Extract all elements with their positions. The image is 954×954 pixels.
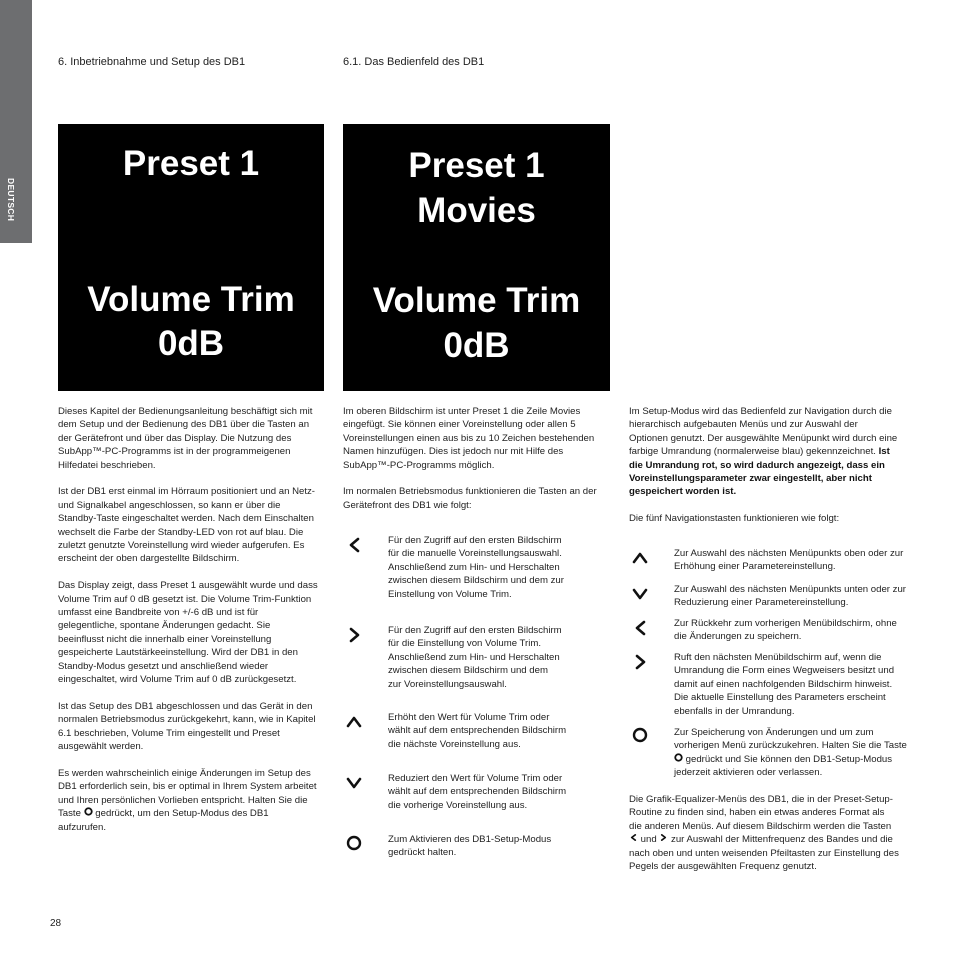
key-description: Für den Zugriff auf den ersten Bildschirm für die Einstellung von Volume Trim. Anschließend zum Hin- und Herschalten zwischen diesem Bildschirm und dem zur Voreinstellungsauswahl.	[388, 625, 562, 690]
normal-mode-key-list	[343, 534, 613, 864]
screen-line-name: Movies	[417, 191, 536, 230]
screen-line-value: 0dB	[443, 326, 510, 365]
language-tab-label: DEUTSCH	[6, 178, 16, 222]
paragraph: Die fünf Navigationstasten funktionieren wie folgt:	[629, 513, 840, 525]
screen-line-volume-trim: Volume Trim	[372, 281, 581, 320]
display-screen-preset-named	[343, 124, 610, 391]
key-description: Reduziert den Wert für Volume Trim oder wählt auf dem entsprechenden Bildschirm die vorherige Voreinstellung aus.	[388, 773, 567, 811]
down-chevron-icon	[629, 583, 651, 605]
page-number: 28	[50, 918, 62, 929]
language-tab	[0, 0, 32, 243]
screen-line-preset: Preset 1	[122, 144, 260, 183]
paragraph: Das Display zeigt, dass Preset 1 ausgewählt wurde und dass Volume Trim auf 0 dB gesetzt ist. Die Volume Trim-Funktion umfasst eine Bandbreite von +/-6 dB und ist für gelegentliche, spontane Änderungen gedacht. Sie beeinflusst nicht die innerhalb einer Voreinstellung gespeicherte Lautstärkeeinstellung. Wird der DB1 in den Standby-Modus gesetzt und anschließend wieder eingeschaltet, wird Volume Trim auf 0 dB zurückgesetzt.	[58, 580, 318, 686]
right-chevron-icon	[629, 651, 651, 673]
subsection-heading: 6.1. Das Bedienfeld des DB1	[343, 56, 485, 68]
key-description: Für den Zugriff auf den ersten Bildschirm für die manuelle Voreinstellungsauswahl. Anschließend zum Hin- und Herschalten zwischen diesem Bildschirm und dem zur Einstellung von Volume Trim.	[388, 535, 564, 600]
paragraph-text: Im Setup-Modus wird das Bedienfeld zur Navigation durch die hierarchisch aufgebauten Menüs und zur Auswahl der Optionen genutzt. Der ausgewählte Menüpunkt wird durch eine farbige Umrandung (normalerweise blau) gekennzeichnet.	[629, 406, 898, 458]
paragraph-emphasis: Ist die Umrandung rot, so wird dadurch angezeigt, dass ein Voreinstellungsparameter zwar eingestellt, aber nicht gespeichert worden ist.	[629, 446, 890, 498]
column-1-text	[58, 405, 318, 848]
circle-icon	[84, 807, 93, 820]
paragraph-text: zur Auswahl der Mittenfrequenz des Bandes und die nach oben und unten weisenden Pfeiltasten zur Einstellung des Pegels der ausgewählten Frequenz genutzt.	[629, 834, 899, 873]
paragraph-text: Die Grafik-Equalizer-Menüs des DB1, die in der Preset-Setup-Routine zu finden sind, haben ein etwas anderes Format als die anderen Menüs. Auf diesem Bildschirm werden die Tasten	[629, 794, 893, 832]
key-description: Erhöht den Wert für Volume Trim oder wählt auf dem entsprechenden Bildschirm die nächste Voreinstellung aus.	[388, 712, 567, 750]
up-chevron-icon	[343, 711, 365, 733]
up-chevron-icon	[629, 547, 651, 569]
key-description-text: Zur Speicherung von Änderungen und um zum vorherigen Menü zurückzukehren. Halten Sie die Taste	[674, 727, 907, 752]
paragraph: Im normalen Betriebsmodus funktionieren die Tasten an der Gerätefront des DB1 wie folgt:	[343, 486, 597, 511]
key-description: Zur Auswahl des nächsten Menüpunkts oben oder zur Erhöhung einer Parametereinstellung.	[674, 548, 904, 573]
column-3-text	[629, 405, 899, 539]
key-description-text: gedrückt und Sie können den DB1-Setup-Modus jederzeit aktivieren oder verlassen.	[674, 754, 893, 779]
paragraph-text: Es werden wahrscheinlich einige Änderungen im Setup des DB1 erforderlich sein, bis er optimal in Ihrem System arbeitet und Ihren persönlichen Vorlieben entspricht. Halten Sie die Taste	[58, 767, 317, 820]
circle-icon	[629, 726, 651, 748]
setup-mode-key-list	[629, 547, 909, 787]
key-description: Zur Rückkehr zum vorherigen Menübildschirm, ohne die Änderungen zu speichern.	[674, 618, 897, 643]
paragraph-text: gedrückt, um den Setup-Modus des DB1 aufzurufen.	[58, 808, 269, 833]
key-description	[674, 726, 909, 780]
paragraph: Ist das Setup des DB1 abgeschlossen und das Gerät in den normalen Betriebsmodus zurückgekehrt, kann, wie in Kapitel 6.1 beschrieben, Volume Trim eingestellt und Preset ausgewählt werden.	[58, 700, 316, 753]
paragraph: Dieses Kapitel der Bedienungsanleitung beschäftigt sich mit dem Setup und der Bedienung des DB1 über die Tasten an der Gerätefront und über das Display. Die Nutzung des SubApp™-PC-Programms ist in der programmeigenen Hilfedatei beschrieben.	[58, 406, 313, 471]
display-screen-preset	[58, 124, 324, 391]
section-heading: 6. Inbetriebnahme und Setup des DB1	[58, 56, 246, 68]
column-2-text	[343, 405, 611, 526]
paragraph: Im oberen Bildschirm ist unter Preset 1 die Zeile Movies eingefügt. Sie können einer Voreinstellung oder allen 5 Voreinstellungen einen aus bis zu 10 Zeichen bestehenden Namen hinzufügen. Dies ist jedoch nur mit Hilfe des SubApp™-PC-Programms möglich.	[343, 406, 595, 471]
right-chevron-icon	[343, 624, 365, 646]
paragraph: Ist der DB1 erst einmal im Hörraum positioniert und an Netz- und Signalkabel angeschlossen, so kann er über die Standby-Taste eingeschaltet werden. Nach dem Einschalten wechselt die Farbe der Standby-LED von rot auf blau. Die zuletzt genutzte Voreinstellung wird wieder aufgerufen. Es erscheint der oben dargestellte Bildschirm.	[58, 486, 315, 565]
right-chevron-icon	[659, 833, 668, 846]
left-chevron-icon	[629, 833, 638, 846]
key-description: Zum Aktivieren des DB1-Setup-Modus gedrückt halten.	[388, 834, 552, 859]
down-chevron-icon	[343, 772, 365, 794]
left-chevron-icon	[343, 534, 365, 556]
left-chevron-icon	[629, 617, 651, 639]
screen-line-value: 0dB	[157, 324, 225, 363]
paragraph	[629, 793, 899, 874]
key-description: Zur Auswahl des nächsten Menüpunkts unten oder zur Reduzierung einer Parametereinstellung.	[674, 584, 906, 609]
paragraph-text: und	[640, 834, 657, 846]
paragraph	[629, 405, 899, 499]
column-3-equalizer-text	[629, 793, 899, 887]
screen-line-preset: Preset 1	[408, 146, 545, 185]
key-description: Ruft den nächsten Menübildschirm auf, wenn die Umrandung die Form eines Wegweisers besitzt und damit auf einen nachfolgenden Bildschirm hinweist. Die aktuelle Einstellung des Parameters erscheint ebenfalls in der Umrandung.	[674, 652, 895, 717]
paragraph	[58, 767, 318, 834]
circle-icon	[674, 753, 683, 766]
circle-icon	[343, 833, 365, 855]
screen-line-volume-trim: Volume Trim	[87, 280, 295, 319]
